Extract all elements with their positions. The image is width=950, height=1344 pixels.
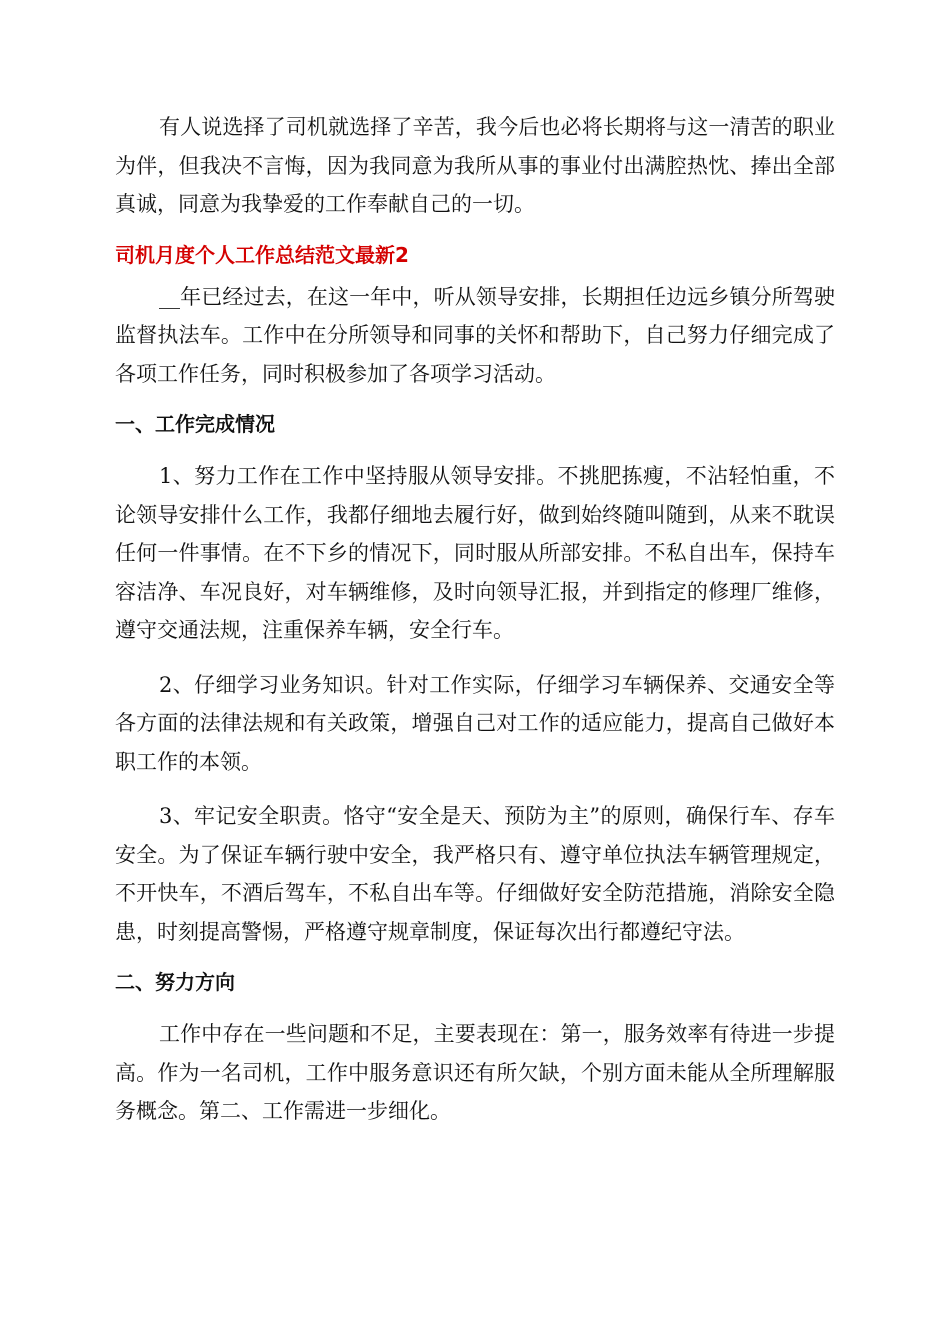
intro-paragraph: 有人说选择了司机就选择了辛苦，我今后也必将长期将与这一清苦的职业为伴，但我决不言悔，因为我同意为我所从事的事业付出满腔热忱、捧出全部真诚，同意为我挚爱的工作奉献自己的一切。 — [115, 115, 835, 216]
item-paragraph-1: 1、努力工作在工作中坚持服从领导安排。不挑肥拣瘦，不沾轻怕重，不论领导安排什么工作，我都仔细地去履行好，做到始终随叫随到，从来不耽误任何一件事情。在不下乡的情况下，同时服从所部安排。不私自出车，保持车容洁净、车况良好，对车辆维修，及时向领导汇报，并到指定的修理厂维修，遵守交通法规，注重保养车辆，安全行车。 — [115, 464, 835, 642]
heading-improvement-direction: 二、努力方向 — [115, 970, 235, 994]
item-paragraph-3: 3、牢记安全职责。恪守“安全是天、预防为主”的原则，确保行车、存车安全。为了保证车辆行驶中安全，我严格只有、遵守单位执法车辆管理规定，不开快车，不酒后驾车，不私自出车等。仔细做好安全防范措施，消除安全隐患，时刻提高警惕，严格遵守规章制度，保证每次出行都遵纪守法。 — [115, 804, 835, 944]
heading-work-completion: 一、工作完成情况 — [115, 412, 275, 436]
opening-paragraph: __年已经过去，在这一年中，听从领导安排，长期担任边远乡镇分所驾驶监督执法车。工作中在分所领导和同事的关怀和帮助下，自己努力仔细完成了各项工作任务，同时积极参加了各项学习活动。 — [115, 284, 835, 386]
closing-paragraph: 工作中存在一些问题和不足，主要表现在：第一，服务效率有待进一步提高。作为一名司机，工作中服务意识还有所欠缺，个别方面未能从全所理解服务概念。第二、工作需进一步细化。 — [115, 1022, 835, 1123]
document-page — [115, 108, 835, 1147]
item-paragraph-2: 2、仔细学习业务知识。针对工作实际，仔细学习车辆保养、交通安全等各方面的法律法规和有关政策，增强自己对工作的适应能力，提高自己做好本职工作的本领。 — [115, 672, 835, 774]
section-title: 司机月度个人工作总结范文最新2 — [115, 242, 409, 267]
